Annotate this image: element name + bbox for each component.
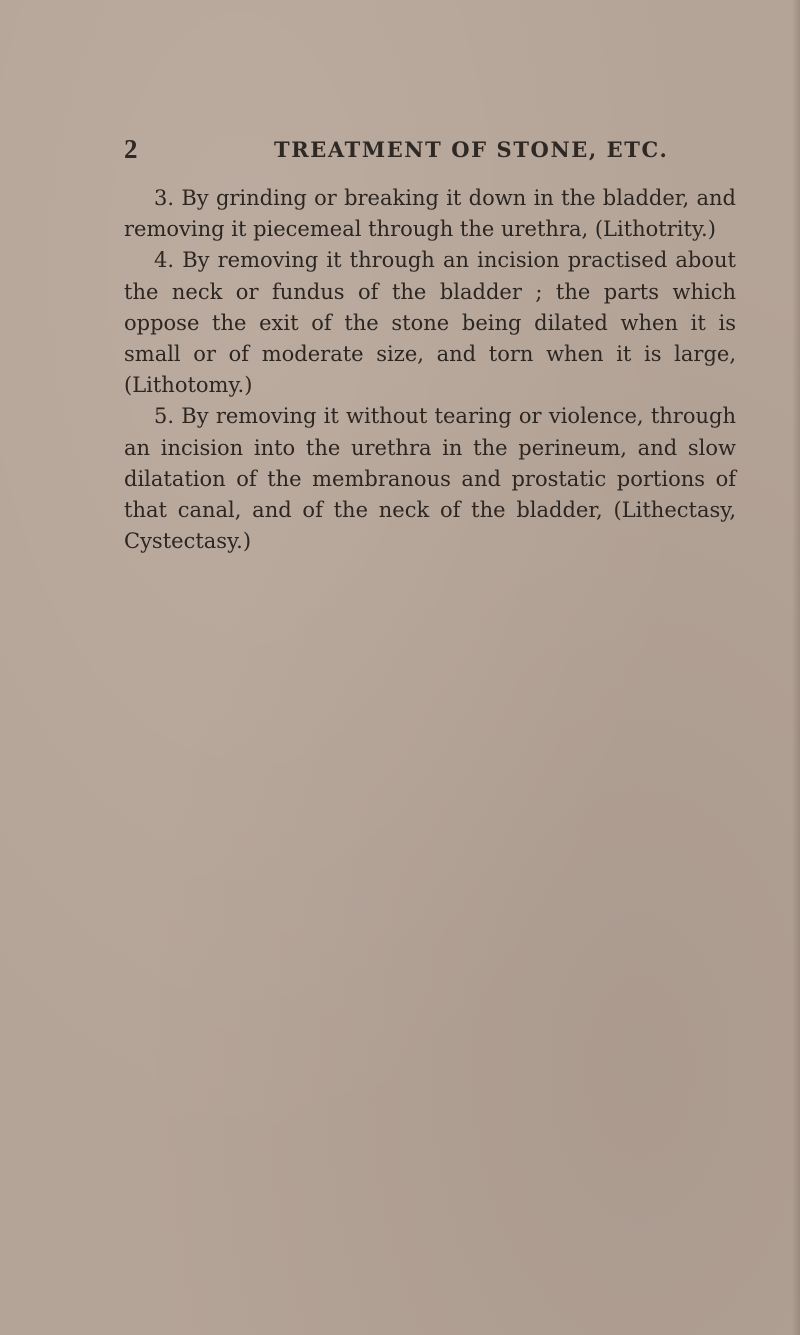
paragraph-lithotomy: 4. By removing it through an incision practised about the neck or fundus of the bladder ; the parts which oppose the exit of the stone being dilated when it is small or of moderate size, and torn when it is large, (Lithotomy.): [124, 248, 736, 398]
body-text: [124, 183, 736, 557]
page-edge-shadow: [792, 0, 800, 1335]
paragraph-lithectasy: 5. By removing it without tearing or violence, through an incision into the urethra in the perineum, and slow dilatation of the membranous and prostatic portions of that canal, and of the neck of the bladder, (Lithectasy, Cystectasy.): [124, 404, 736, 554]
running-head: [124, 134, 744, 170]
paragraph-lithotrity: 3. By grinding or breaking it down in the bladder, and removing it piecemeal through the urethra, (Lithotrity.): [124, 186, 736, 242]
running-title: TREATMENT OF STONE, ETC.: [274, 137, 669, 162]
page-number: 2: [124, 134, 138, 164]
